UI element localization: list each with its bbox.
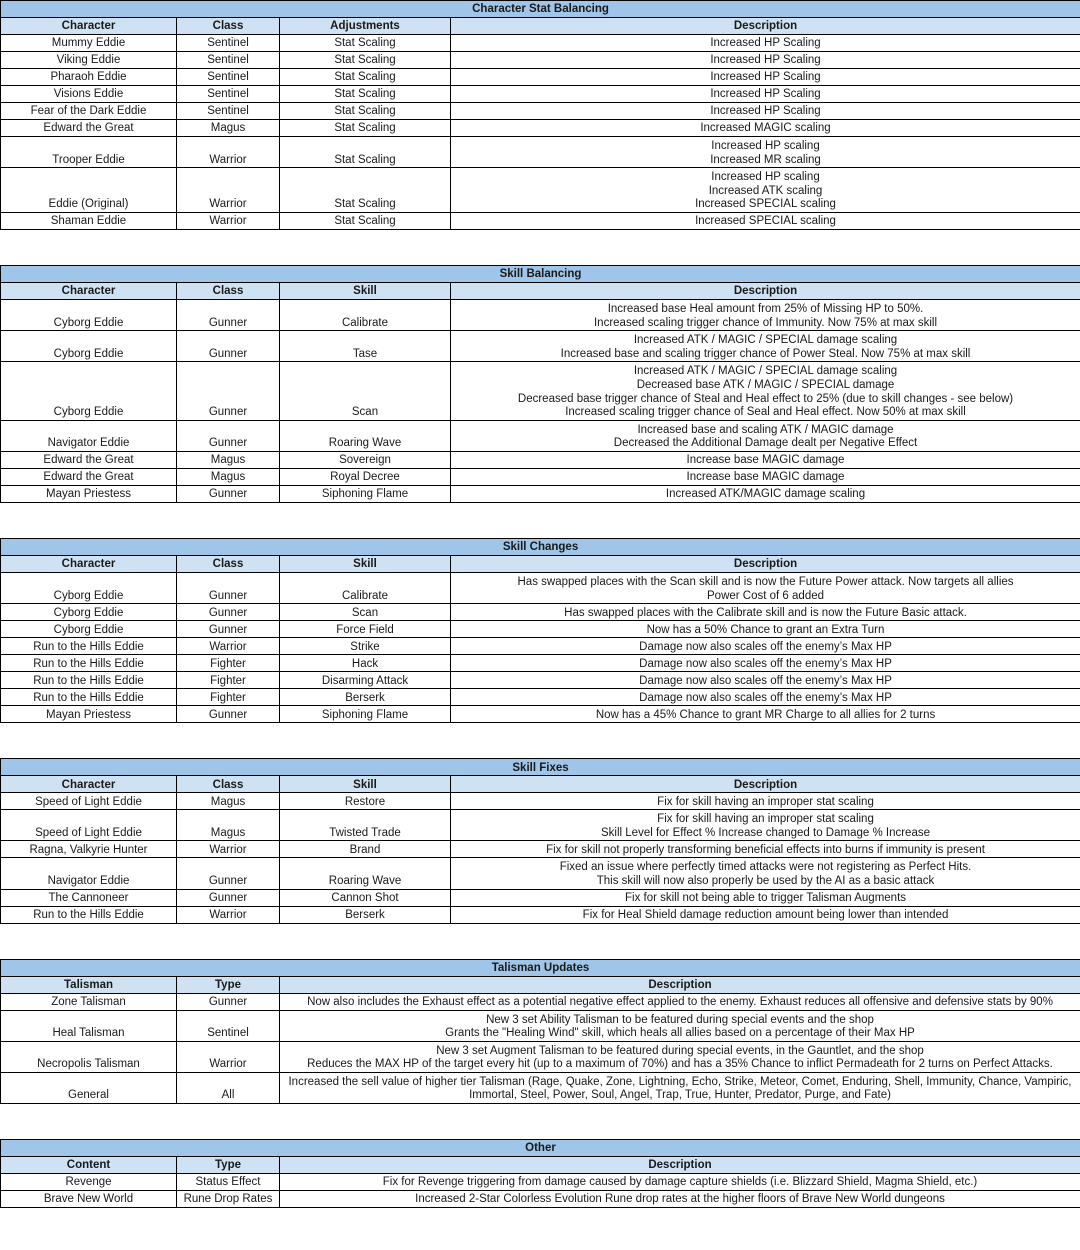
cell-description	[451, 655, 1080, 672]
cell-name: Speed of Light Eddie	[1, 810, 177, 841]
cell-name: Cyborg Eddie	[1, 299, 177, 330]
cell-class: Gunner	[177, 331, 280, 362]
table-row	[1, 810, 1080, 841]
table-row	[1, 103, 1080, 120]
column-header: Class	[177, 555, 280, 572]
cell-description	[451, 689, 1080, 706]
cell-class: Warrior	[177, 638, 280, 655]
cell-description	[451, 362, 1080, 420]
cell-class: Magus	[177, 120, 280, 137]
column-header: Class	[177, 776, 280, 793]
column-header: Skill	[280, 282, 451, 299]
column-header: Skill	[280, 776, 451, 793]
section-title: Other	[1, 1140, 1080, 1157]
column-header: Type	[177, 1157, 280, 1174]
description-line: Decreased base ATK / MAGIC / SPECIAL damage	[636, 378, 895, 391]
cell-name: Run to the Hills Eddie	[1, 689, 177, 706]
column-header: Description	[451, 555, 1080, 572]
other-table	[0, 1139, 1080, 1208]
cell-skill: Stat Scaling	[280, 120, 451, 137]
cell-description	[451, 604, 1080, 621]
table-row	[1, 52, 1080, 69]
column-header: Description	[280, 976, 1080, 993]
description-line: Fix for Revenge triggering from damage caused by damage capture shields (i.e. Blizzard Shield, Magma Shield, etc.)	[382, 1176, 978, 1189]
description-line: Skill Level for Effect % Increase changed to Damage % Increase	[601, 826, 930, 839]
cell-name: Mummy Eddie	[1, 35, 177, 52]
cell-skill: Scan	[280, 362, 451, 420]
skill-bal-table	[0, 265, 1080, 503]
description-line: Now has a 50% Chance to grant an Extra Turn	[646, 623, 885, 636]
cell-class: Gunner	[177, 858, 280, 889]
section-title: Talisman Updates	[1, 959, 1080, 976]
cell-skill: Roaring Wave	[280, 420, 451, 451]
cell-class: Gunner	[177, 572, 280, 603]
cell-name: Cyborg Eddie	[1, 362, 177, 420]
table-row	[1, 362, 1080, 420]
description-line: Now also includes the Exhaust effect as a potential negative effect applied to the enemy. Exhaust reduces all offensive and defensive stats by 90%	[307, 995, 1053, 1008]
table-row	[1, 706, 1080, 723]
column-header: Description	[451, 776, 1080, 793]
cell-name: General	[1, 1072, 177, 1103]
cell-skill: Stat Scaling	[280, 52, 451, 69]
cell-name: Edward the Great	[1, 451, 177, 468]
cell-name: Necropolis Talisman	[1, 1041, 177, 1072]
cell-type: All	[177, 1072, 280, 1103]
cell-class: Magus	[177, 451, 280, 468]
section-title: Skill Changes	[1, 538, 1080, 555]
cell-name: Cyborg Eddie	[1, 604, 177, 621]
cell-class: Fighter	[177, 689, 280, 706]
cell-description	[451, 451, 1080, 468]
section-gap	[0, 924, 1080, 959]
cell-description	[451, 572, 1080, 603]
cell-skill: Stat Scaling	[280, 35, 451, 52]
cell-description	[451, 299, 1080, 330]
description-line: Has swapped places with the Scan skill and is now the Future Power attack. Now targets all allies	[517, 575, 1014, 588]
cell-class: Gunner	[177, 362, 280, 420]
cell-class: Sentinel	[177, 35, 280, 52]
column-header: Content	[1, 1157, 177, 1174]
column-header: Adjustments	[280, 18, 451, 35]
cell-class: Gunner	[177, 485, 280, 502]
column-header: Character	[1, 282, 177, 299]
description-line: Increased HP Scaling	[710, 71, 821, 84]
table-row	[1, 35, 1080, 52]
column-header: Class	[177, 282, 280, 299]
cell-type: Gunner	[177, 993, 280, 1010]
cell-name: Run to the Hills Eddie	[1, 672, 177, 689]
cell-name: Edward the Great	[1, 120, 177, 137]
description-line: Increase base MAGIC damage	[686, 454, 845, 467]
table-row	[1, 299, 1080, 330]
cell-description	[280, 1174, 1080, 1191]
description-line: Increased SPECIAL scaling	[695, 198, 836, 211]
cell-name: Navigator Eddie	[1, 858, 177, 889]
cell-class: Magus	[177, 468, 280, 485]
cell-description	[451, 858, 1080, 889]
cell-name: The Cannoneer	[1, 889, 177, 906]
cell-class: Gunner	[177, 299, 280, 330]
description-line: Increased HP Scaling	[710, 105, 821, 118]
cell-description	[280, 1191, 1080, 1208]
cell-description	[451, 120, 1080, 137]
cell-name: Pharaoh Eddie	[1, 69, 177, 86]
description-line: Increased HP Scaling	[710, 37, 821, 50]
cell-name: Run to the Hills Eddie	[1, 906, 177, 923]
description-line: Damage now also scales off the enemy’s Max HP	[639, 674, 892, 687]
cell-skill: Restore	[280, 793, 451, 810]
cell-skill: Stat Scaling	[280, 86, 451, 103]
cell-class: Fighter	[177, 655, 280, 672]
table-row	[1, 1174, 1080, 1191]
cell-class: Gunner	[177, 889, 280, 906]
cell-class: Sentinel	[177, 86, 280, 103]
cell-skill: Berserk	[280, 689, 451, 706]
table-row	[1, 420, 1080, 451]
cell-description	[451, 35, 1080, 52]
cell-description	[451, 420, 1080, 451]
table-row	[1, 120, 1080, 137]
cell-skill: Hack	[280, 655, 451, 672]
description-line: Damage now also scales off the enemy’s Max HP	[639, 657, 892, 670]
column-header: Description	[280, 1157, 1080, 1174]
cell-description	[451, 52, 1080, 69]
column-header: Type	[177, 976, 280, 993]
description-line: Damage now also scales off the enemy’s Max HP	[639, 640, 892, 653]
cell-type: Warrior	[177, 1041, 280, 1072]
cell-class: Sentinel	[177, 52, 280, 69]
table-row	[1, 621, 1080, 638]
cell-skill: Stat Scaling	[280, 212, 451, 229]
cell-description	[451, 212, 1080, 229]
cell-name: Ragna, Valkyrie Hunter	[1, 841, 177, 858]
table-row	[1, 69, 1080, 86]
description-line: Increased scaling trigger chance of Immunity. Now 75% at max skill	[593, 316, 937, 329]
description-line: Decreased the Additional Damage dealt per Negative Effect	[613, 437, 918, 450]
cell-class: Gunner	[177, 604, 280, 621]
cell-skill: Tase	[280, 331, 451, 362]
cell-skill: Twisted Trade	[280, 810, 451, 841]
description-line: Increased ATK / MAGIC / SPECIAL damage scaling	[633, 365, 898, 378]
stat-table	[0, 0, 1080, 230]
cell-skill: Stat Scaling	[280, 168, 451, 213]
table-row	[1, 672, 1080, 689]
cell-name: Run to the Hills Eddie	[1, 638, 177, 655]
cell-name: Heal Talisman	[1, 1010, 177, 1041]
cell-class: Gunner	[177, 706, 280, 723]
cell-class: Warrior	[177, 168, 280, 213]
description-line: Increased ATK/MAGIC damage scaling	[665, 488, 866, 501]
skill-chg-table	[0, 538, 1080, 723]
cell-description	[451, 103, 1080, 120]
description-line: Grants the "Healing Wind" skill, which heals all allies based on a percentage of their Max HP	[445, 1027, 915, 1040]
cell-skill: Royal Decree	[280, 468, 451, 485]
cell-skill: Roaring Wave	[280, 858, 451, 889]
cell-skill: Brand	[280, 841, 451, 858]
description-line: Increased base Heal amount from 25% of Missing HP to 50%.	[607, 302, 924, 315]
cell-name: Mayan Priestess	[1, 706, 177, 723]
cell-skill: Strike	[280, 638, 451, 655]
cell-description	[451, 793, 1080, 810]
column-header: Description	[451, 18, 1080, 35]
description-line: Increase base MAGIC damage	[686, 471, 845, 484]
cell-type: Sentinel	[177, 1010, 280, 1041]
cell-description	[280, 1072, 1080, 1103]
description-line: Fixed an issue where perfectly timed attacks were not registering as Perfect Hits.	[559, 861, 972, 874]
cell-description	[451, 137, 1080, 168]
description-line: Increased HP scaling	[711, 140, 820, 152]
cell-description	[451, 906, 1080, 923]
cell-name: Trooper Eddie	[1, 137, 177, 168]
cell-class: Gunner	[177, 420, 280, 451]
cell-skill: Cannon Shot	[280, 889, 451, 906]
cell-skill: Force Field	[280, 621, 451, 638]
table-row	[1, 86, 1080, 103]
description-line: Increased scaling trigger chance of Seal and Heal effect. Now 50% at max skill	[565, 406, 966, 419]
cell-description	[451, 331, 1080, 362]
cell-skill: Sovereign	[280, 451, 451, 468]
talisman-table	[0, 959, 1080, 1105]
cell-class: Fighter	[177, 672, 280, 689]
column-header: Talisman	[1, 976, 177, 993]
table-row	[1, 793, 1080, 810]
cell-description	[451, 485, 1080, 502]
table-row	[1, 638, 1080, 655]
table-row	[1, 137, 1080, 168]
description-line: Reduces the MAX HP of the target every hit (up to a maximum of 70%) and has a 35% Chance to inflict Permadeath for 2 turns on Perfect Attacks.	[307, 1058, 1053, 1071]
cell-description	[451, 86, 1080, 103]
cell-name: Brave New World	[1, 1191, 177, 1208]
table-row	[1, 689, 1080, 706]
description-line: Now has a 45% Chance to grant MR Charge to all allies for 2 turns	[595, 708, 936, 721]
cell-class: Warrior	[177, 841, 280, 858]
description-line: Increased 2-Star Colorless Evolution Rune drop rates at the higher floors of Brave New World dungeons	[415, 1193, 945, 1206]
cell-description	[451, 889, 1080, 906]
cell-name: Edward the Great	[1, 468, 177, 485]
table-row	[1, 889, 1080, 906]
cell-type: Rune Drop Rates	[177, 1191, 280, 1208]
cell-description	[451, 168, 1080, 213]
cell-description	[451, 841, 1080, 858]
cell-name: Cyborg Eddie	[1, 621, 177, 638]
cell-description	[451, 706, 1080, 723]
cell-name: Visions Eddie	[1, 86, 177, 103]
description-line: Increased MR scaling	[710, 153, 821, 166]
cell-skill: Berserk	[280, 906, 451, 923]
description-line: Increased MAGIC scaling	[700, 122, 831, 135]
cell-class: Warrior	[177, 137, 280, 168]
table-row	[1, 858, 1080, 889]
cell-skill: Calibrate	[280, 572, 451, 603]
table-row	[1, 1072, 1080, 1103]
cell-name: Viking Eddie	[1, 52, 177, 69]
description-line: Fix for Heal Shield damage reduction amount being lower than intended	[582, 908, 949, 921]
description-line: Fix for skill not being able to trigger Talisman Augments	[624, 891, 907, 904]
cell-class: Magus	[177, 793, 280, 810]
cell-name: Mayan Priestess	[1, 485, 177, 502]
cell-skill: Stat Scaling	[280, 69, 451, 86]
cell-description	[280, 1010, 1080, 1041]
table-row	[1, 485, 1080, 502]
column-header: Class	[177, 18, 280, 35]
description-line: New 3 set Ability Talisman to be featured during special events and the shop	[486, 1013, 874, 1026]
cell-skill: Stat Scaling	[280, 103, 451, 120]
cell-description	[451, 69, 1080, 86]
section-gap	[0, 503, 1080, 538]
description-line: This skill will now also properly be used by the AI as a basic attack	[596, 874, 935, 887]
cell-skill: Siphoning Flame	[280, 485, 451, 502]
description-line: Increased the sell value of higher tier Talisman (Rage, Quake, Zone, Lightning, Echo, Strike, Meteor, Comet, Enduring, Shell, Immunity, Chance, Vampiric,	[288, 1075, 1072, 1088]
table-row	[1, 993, 1080, 1010]
cell-name: Cyborg Eddie	[1, 331, 177, 362]
table-row	[1, 655, 1080, 672]
cell-description	[451, 638, 1080, 655]
cell-name: Fear of the Dark Eddie	[1, 103, 177, 120]
section-gap	[0, 1104, 1080, 1139]
cell-description	[280, 993, 1080, 1010]
description-line: Has swapped places with the Calibrate skill and is now the Future Basic attack.	[564, 606, 967, 619]
section-title: Character Stat Balancing	[1, 1, 1080, 18]
table-row	[1, 1191, 1080, 1208]
description-line: Increased ATK / MAGIC / SPECIAL damage scaling	[633, 334, 898, 347]
table-row	[1, 331, 1080, 362]
cell-class: Warrior	[177, 212, 280, 229]
table-row	[1, 572, 1080, 603]
cell-skill: Scan	[280, 604, 451, 621]
table-row	[1, 1010, 1080, 1041]
description-line: Increased HP Scaling	[710, 88, 821, 101]
table-row	[1, 604, 1080, 621]
column-header: Character	[1, 776, 177, 793]
description-line: Immortal, Steel, Power, Soul, Angel, Trap, True, Hunter, Predator, Purge, and Fate)	[469, 1089, 891, 1102]
table-row	[1, 906, 1080, 923]
cell-skill: Calibrate	[280, 299, 451, 330]
cell-description	[280, 1041, 1080, 1072]
column-header: Skill	[280, 555, 451, 572]
cell-name: Shaman Eddie	[1, 212, 177, 229]
description-line: Increased base and scaling ATK / MAGIC damage	[637, 423, 894, 436]
cell-class: Gunner	[177, 621, 280, 638]
cell-class: Sentinel	[177, 69, 280, 86]
description-line: Increased ATK scaling	[708, 184, 823, 197]
section-gap	[0, 230, 1080, 265]
table-row	[1, 212, 1080, 229]
cell-description	[451, 468, 1080, 485]
table-row	[1, 168, 1080, 213]
section-gap	[0, 723, 1080, 758]
description-line: Increased HP Scaling	[710, 54, 821, 67]
column-header: Character	[1, 18, 177, 35]
cell-name: Zone Talisman	[1, 993, 177, 1010]
cell-description	[451, 621, 1080, 638]
description-line: Increased SPECIAL scaling	[695, 215, 836, 228]
description-line: New 3 set Augment Talisman to be featured during special events, in the Gauntlet, and the shop	[436, 1044, 924, 1057]
description-line: Power Cost of 6 added	[707, 589, 825, 602]
cell-description	[451, 672, 1080, 689]
cell-skill: Stat Scaling	[280, 137, 451, 168]
cell-class: Magus	[177, 810, 280, 841]
description-line: Increased base and scaling trigger chance of Power Steal. Now 75% at max skill	[560, 347, 971, 360]
description-line: Decreased base trigger chance of Steal and Heal effect to 25% (due to skill changes - see below)	[517, 392, 1014, 405]
cell-name: Run to the Hills Eddie	[1, 655, 177, 672]
cell-class: Sentinel	[177, 103, 280, 120]
cell-name: Speed of Light Eddie	[1, 793, 177, 810]
section-title: Skill Fixes	[1, 759, 1080, 776]
skill-fix-table	[0, 758, 1080, 923]
cell-name: Revenge	[1, 1174, 177, 1191]
cell-class: Warrior	[177, 906, 280, 923]
cell-type: Status Effect	[177, 1174, 280, 1191]
cell-name: Cyborg Eddie	[1, 572, 177, 603]
description-line: Increased HP scaling	[711, 171, 820, 184]
cell-description	[451, 810, 1080, 841]
table-row	[1, 468, 1080, 485]
description-line: Fix for skill not properly transforming beneficial effects into burns if immunity is present	[546, 843, 985, 856]
table-row	[1, 451, 1080, 468]
description-line: Fix for skill having an improper stat scaling	[657, 813, 874, 826]
column-header: Character	[1, 555, 177, 572]
section-title: Skill Balancing	[1, 265, 1080, 282]
table-row	[1, 841, 1080, 858]
cell-skill: Siphoning Flame	[280, 706, 451, 723]
column-header: Description	[451, 282, 1080, 299]
cell-name: Navigator Eddie	[1, 420, 177, 451]
description-line: Fix for skill having an improper stat scaling	[657, 795, 874, 808]
cell-name: Eddie (Original)	[1, 168, 177, 213]
description-line: Damage now also scales off the enemy’s Max HP	[639, 691, 892, 704]
cell-skill: Disarming Attack	[280, 672, 451, 689]
table-row	[1, 1041, 1080, 1072]
